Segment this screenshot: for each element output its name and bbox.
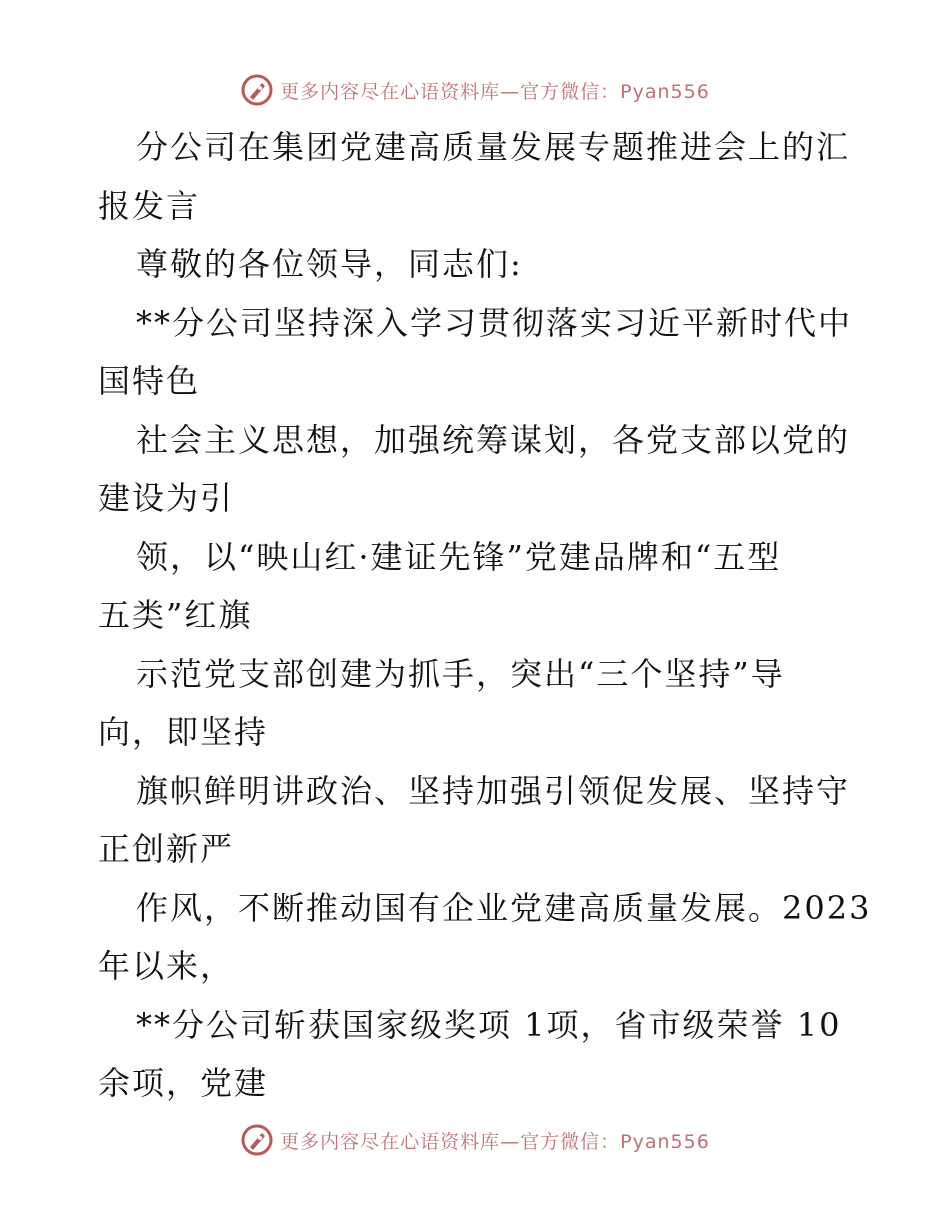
- text-line: 向，即坚持: [98, 713, 269, 751]
- text-line: 尊敬的各位领导，同志们:: [136, 245, 523, 283]
- text-line: 领，以“映山红·建证先锋”党建品牌和“五型: [136, 537, 782, 576]
- text-line: 作风，不断推动国有企业党建高质量发展。2023: [136, 888, 872, 927]
- text-line: 分公司在集团党建高质量发展专题推进会上的汇: [136, 128, 851, 166]
- text-line: 余项，党建: [98, 1064, 269, 1102]
- text-line: 旗帜鲜明讲政治、坚持加强引领促发展、坚持守: [136, 771, 851, 810]
- text-line: **分公司坚持深入学习贯彻落实习近平新时代中: [136, 303, 853, 342]
- footer-watermark: [0, 1120, 950, 1160]
- text-line: 报发言: [98, 186, 201, 225]
- header-watermark: [0, 70, 950, 110]
- text-line: 建设为引: [98, 479, 235, 517]
- watermark-text: 更多内容尽在心语资料库—官方微信：Pyan556: [280, 1130, 710, 1153]
- text-line: **分公司斩获国家级奖项 1项，省市级荣誉 10: [136, 1005, 842, 1044]
- text-line: 社会主义思想，加强统筹谋划，各党支部以党的: [136, 420, 851, 459]
- text-line: 五类”红旗: [98, 596, 253, 634]
- document-body: [98, 118, 872, 1113]
- text-line: 示范党支部创建为抓手，突出“三个坚持”导: [136, 654, 785, 693]
- text-line: 年以来，: [98, 947, 235, 985]
- text-line: 国特色: [98, 362, 201, 400]
- text-line: 正创新严: [98, 830, 235, 868]
- pen-nib-circle-icon: [240, 1123, 274, 1157]
- watermark-text: 更多内容尽在心语资料库—官方微信：Pyan556: [280, 80, 710, 103]
- pen-nib-circle-icon: [240, 73, 274, 107]
